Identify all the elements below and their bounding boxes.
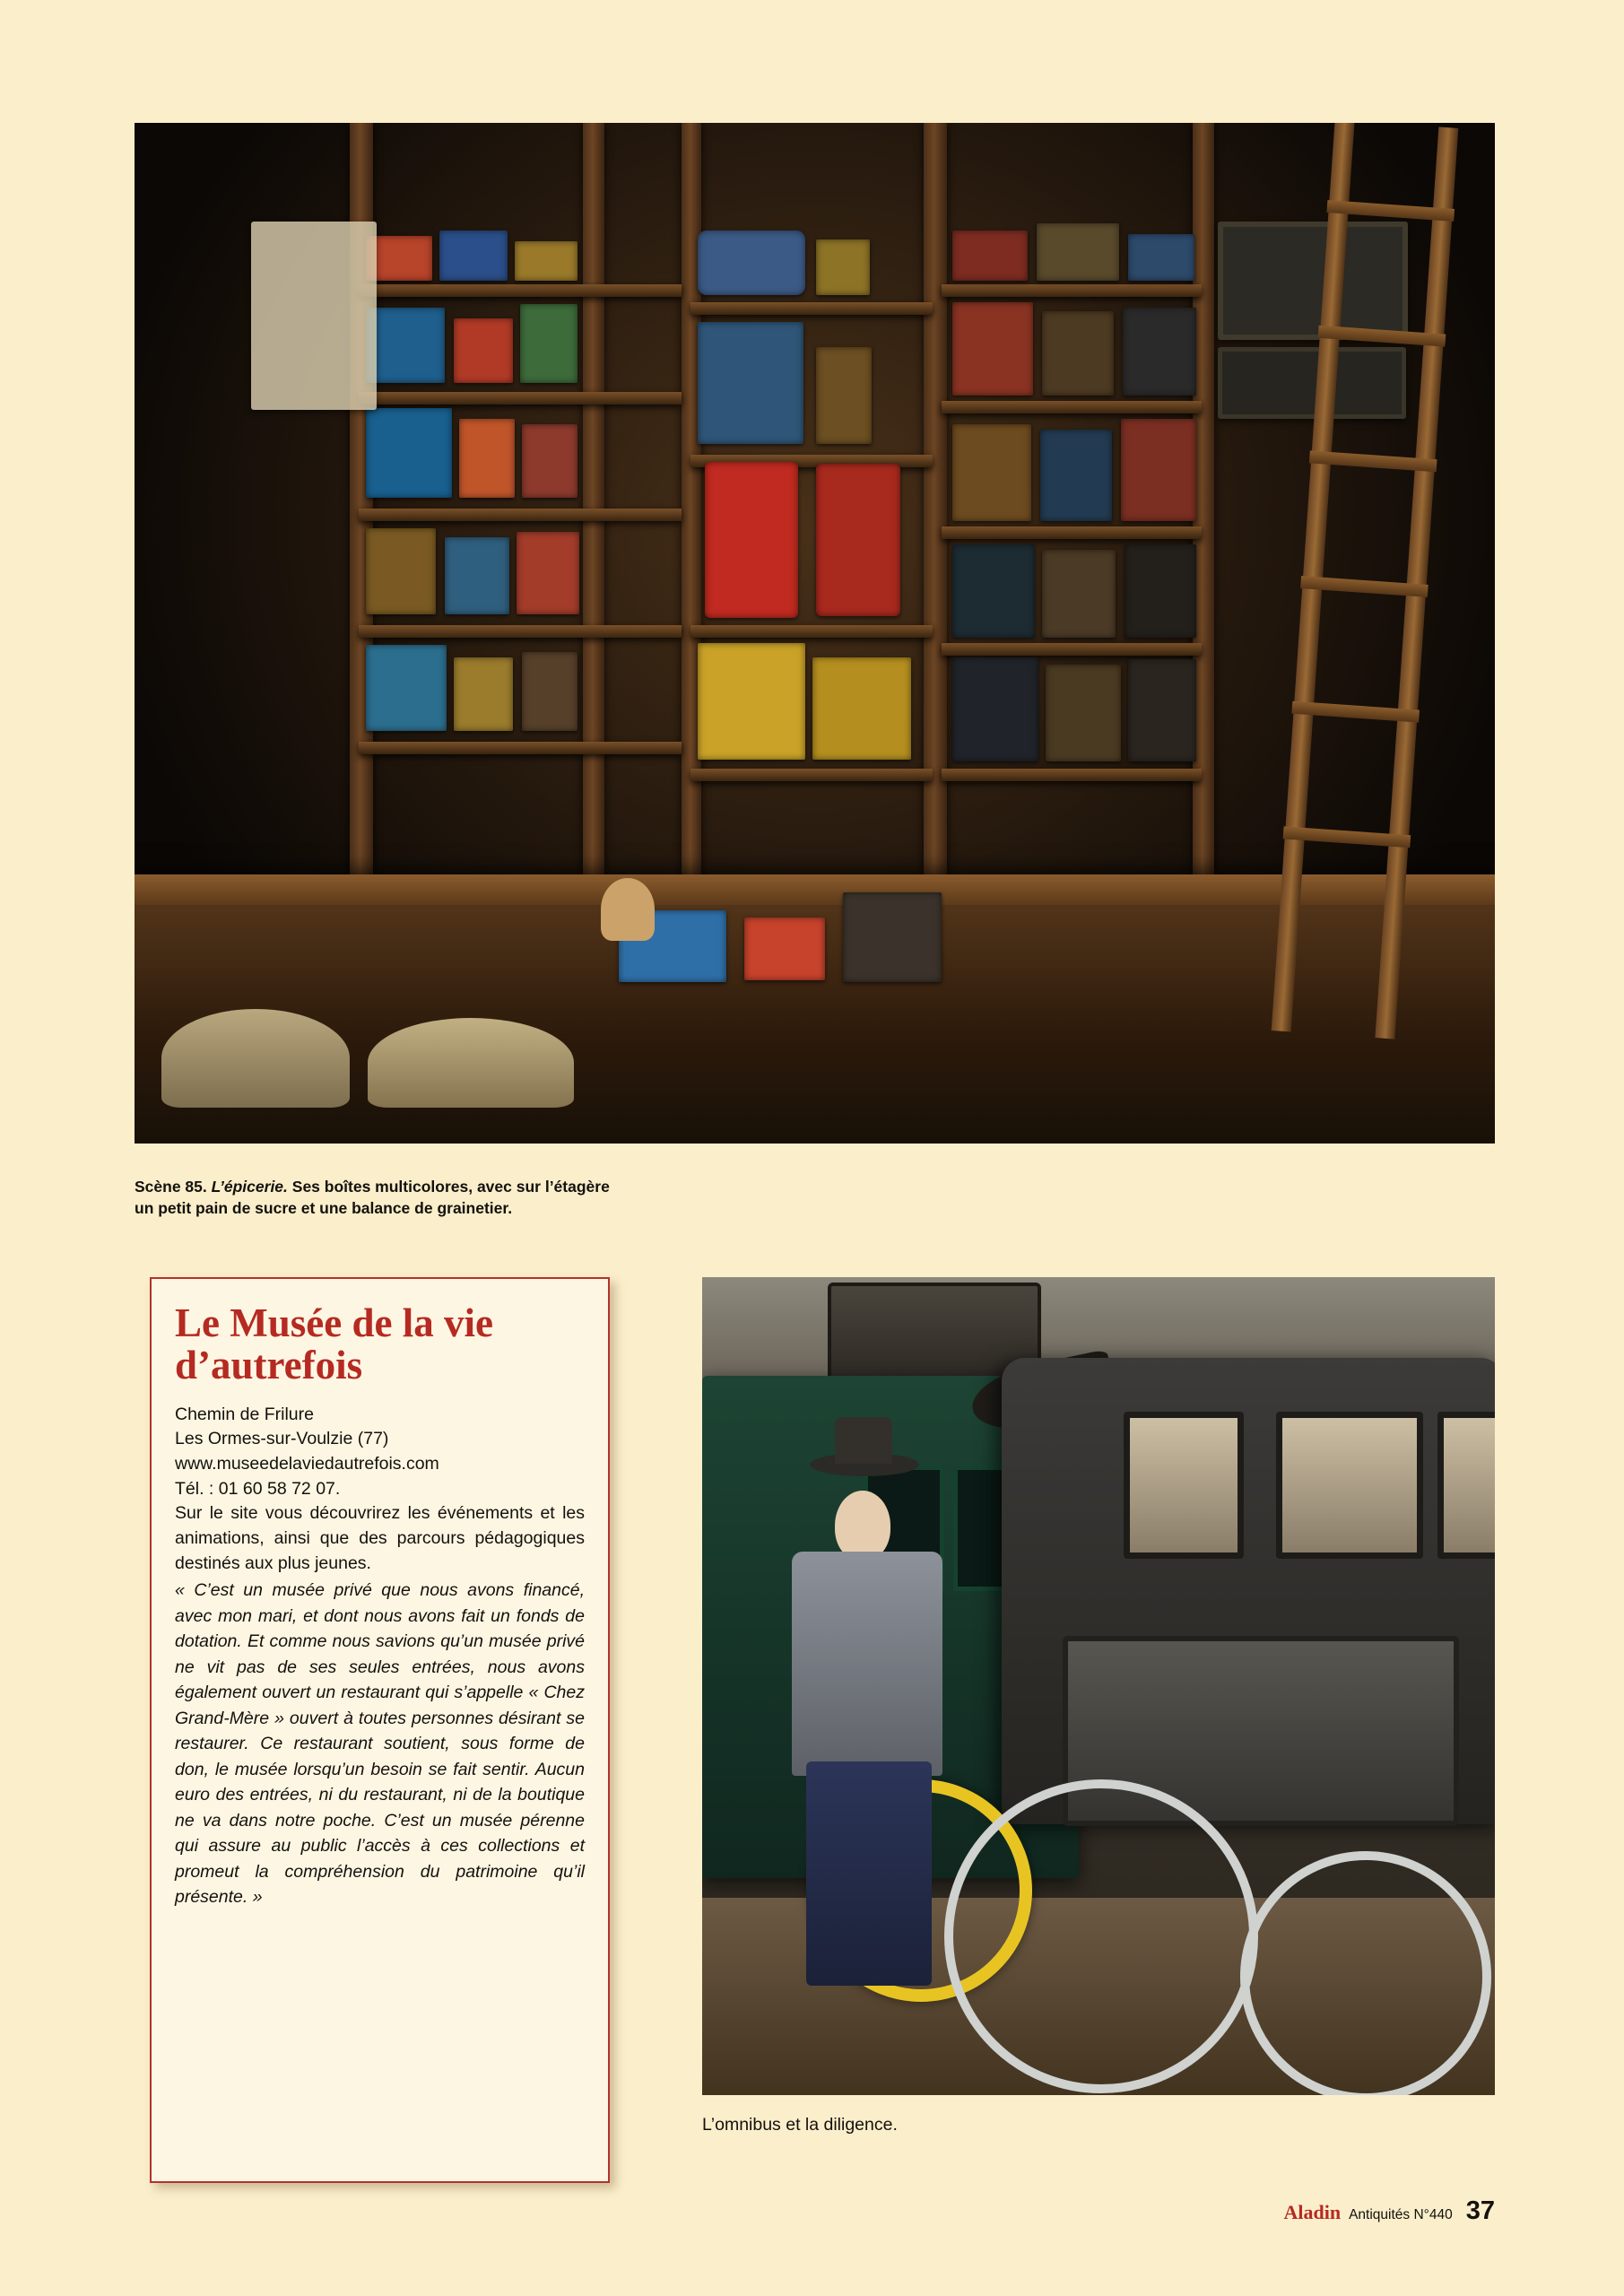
- tin-box: [1121, 419, 1196, 521]
- mannequin-hat-crown: [835, 1417, 892, 1464]
- tin-box: [517, 532, 579, 614]
- caption-scene-number: Scène 85.: [135, 1178, 207, 1196]
- tin-box: [698, 322, 803, 444]
- shelf-board: [942, 401, 1202, 413]
- tin-box: [698, 230, 805, 295]
- diligence-window: [1437, 1412, 1495, 1559]
- epicerie-caption: [135, 1177, 1121, 1219]
- red-canister: [816, 464, 900, 616]
- tin-box: [366, 408, 452, 498]
- tin-box: [744, 918, 825, 980]
- address-city: Les Ormes-sur-Voulzie (77): [175, 1429, 389, 1449]
- tin-box: [1046, 665, 1121, 761]
- caption-rest: Ses boîtes multicolores, avec sur l’étagère: [287, 1178, 610, 1196]
- shelf-board: [359, 509, 682, 521]
- red-canister: [705, 462, 798, 618]
- shelf-board: [359, 742, 682, 754]
- tin-box: [952, 230, 1028, 281]
- mannequin-head: [835, 1491, 890, 1561]
- shelf-board: [690, 769, 933, 781]
- kub-box: [812, 657, 911, 760]
- brass-scale-pan: [368, 1018, 574, 1108]
- tin-box: [843, 892, 942, 982]
- tin-box: [1040, 430, 1112, 521]
- tin-box: [1125, 544, 1196, 638]
- carriage-wheel: [1240, 1851, 1491, 2095]
- shelf-board: [359, 392, 682, 404]
- shelf-board: [942, 526, 1202, 539]
- museum-website[interactable]: www.museedelaviedautrefois.com: [175, 1453, 439, 1474]
- epicerie-photo: [135, 123, 1495, 1144]
- tin-box: [816, 347, 872, 444]
- tin-box: [520, 304, 578, 383]
- vin-au-litre-sign: [251, 222, 377, 410]
- shelf-board: [690, 302, 933, 315]
- shelf-board: [359, 284, 682, 297]
- omnibus-diligence-photo: [702, 1277, 1495, 2095]
- tin-box: [454, 318, 513, 383]
- page-number: 37: [1465, 2196, 1495, 2225]
- tin-box: [366, 308, 445, 383]
- tin-box: [1128, 234, 1194, 281]
- shelf-board: [942, 284, 1202, 297]
- museum-info-box: [150, 1277, 610, 2183]
- carriage-wheel: [944, 1779, 1258, 2093]
- mannequin-trousers: [806, 1761, 932, 1986]
- page-footer: [1284, 2196, 1496, 2226]
- museum-title: [175, 1302, 585, 1387]
- tin-box: [952, 424, 1031, 521]
- tin-box: [439, 230, 508, 281]
- diligence-window: [1276, 1412, 1423, 1559]
- tin-box: [952, 302, 1033, 396]
- museum-title-line1: Le Musée de la vie: [175, 1300, 493, 1345]
- diligence-window: [1124, 1412, 1244, 1559]
- museum-intro-text: Sur le site vous découvrirez les événements et les animations, ainsi que des parcours pédagogiques destinés aux plus jeunes.: [175, 1503, 585, 1573]
- mannequin-jacket: [792, 1552, 942, 1776]
- omnibus-caption: L’omnibus et la diligence.: [702, 2115, 898, 2135]
- magazine-brand: Aladin: [1283, 2201, 1342, 2223]
- tin-box: [1037, 223, 1119, 281]
- museum-quote-text: « C’est un musée privé que nous avons financé, avec mon mari, et dont nous avons fait un fonds de dotation. Et comme nous savions qu’un musée privé ne vit pas de ses seules entrées, nous avons également ouvert un restaurant qui s’appelle « Chez Grand-Mère » ouvert à toutes personnes désirant se restaurer. Ce restaurant soutient, sous forme de don, le musée lorsqu’un besoin se fait sentir. Aucun euro des entrées, ni du restaurant, ni de la boutique ne va dans notre poche. C’est un musée pérenne qui assure au public l’accès à ces collections et promeut la compréhension du patrimoine qu’il présente. »: [175, 1580, 585, 1908]
- tin-box: [1042, 550, 1116, 638]
- shelf-board: [942, 643, 1202, 656]
- tin-box: [1123, 308, 1196, 396]
- tin-box: [816, 239, 870, 295]
- museum-title-line2: d’autrefois: [175, 1342, 363, 1387]
- tin-box: [515, 241, 578, 281]
- tin-box: [459, 419, 515, 498]
- tin-box: [952, 657, 1038, 761]
- shelf-board: [690, 625, 933, 638]
- museum-phone: Tél. : 01 60 58 72 07.: [175, 1478, 341, 1499]
- tin-box: [522, 652, 578, 731]
- caption-line-2: un petit pain de sucre et une balance de grainetier.: [135, 1198, 513, 1217]
- tin-box: [445, 537, 509, 614]
- shelf-board: [359, 625, 682, 638]
- tin-box: [366, 528, 436, 614]
- tin-box: [366, 645, 447, 731]
- tin-box: [1042, 311, 1114, 396]
- caption-title-italic: L’épicerie.: [211, 1178, 288, 1196]
- tin-box: [1128, 659, 1196, 761]
- brass-scale-pan: [161, 1009, 350, 1108]
- tin-box: [522, 424, 578, 498]
- tin-box: [454, 657, 513, 731]
- magazine-issue: Antiquités N°440: [1349, 2207, 1453, 2222]
- museum-address: [175, 1403, 585, 1502]
- tin-box: [952, 544, 1035, 638]
- address-street: Chemin de Frilure: [175, 1404, 314, 1424]
- kub-box: [698, 643, 805, 760]
- shelf-board: [942, 769, 1202, 781]
- sugar-loaf: [601, 878, 655, 941]
